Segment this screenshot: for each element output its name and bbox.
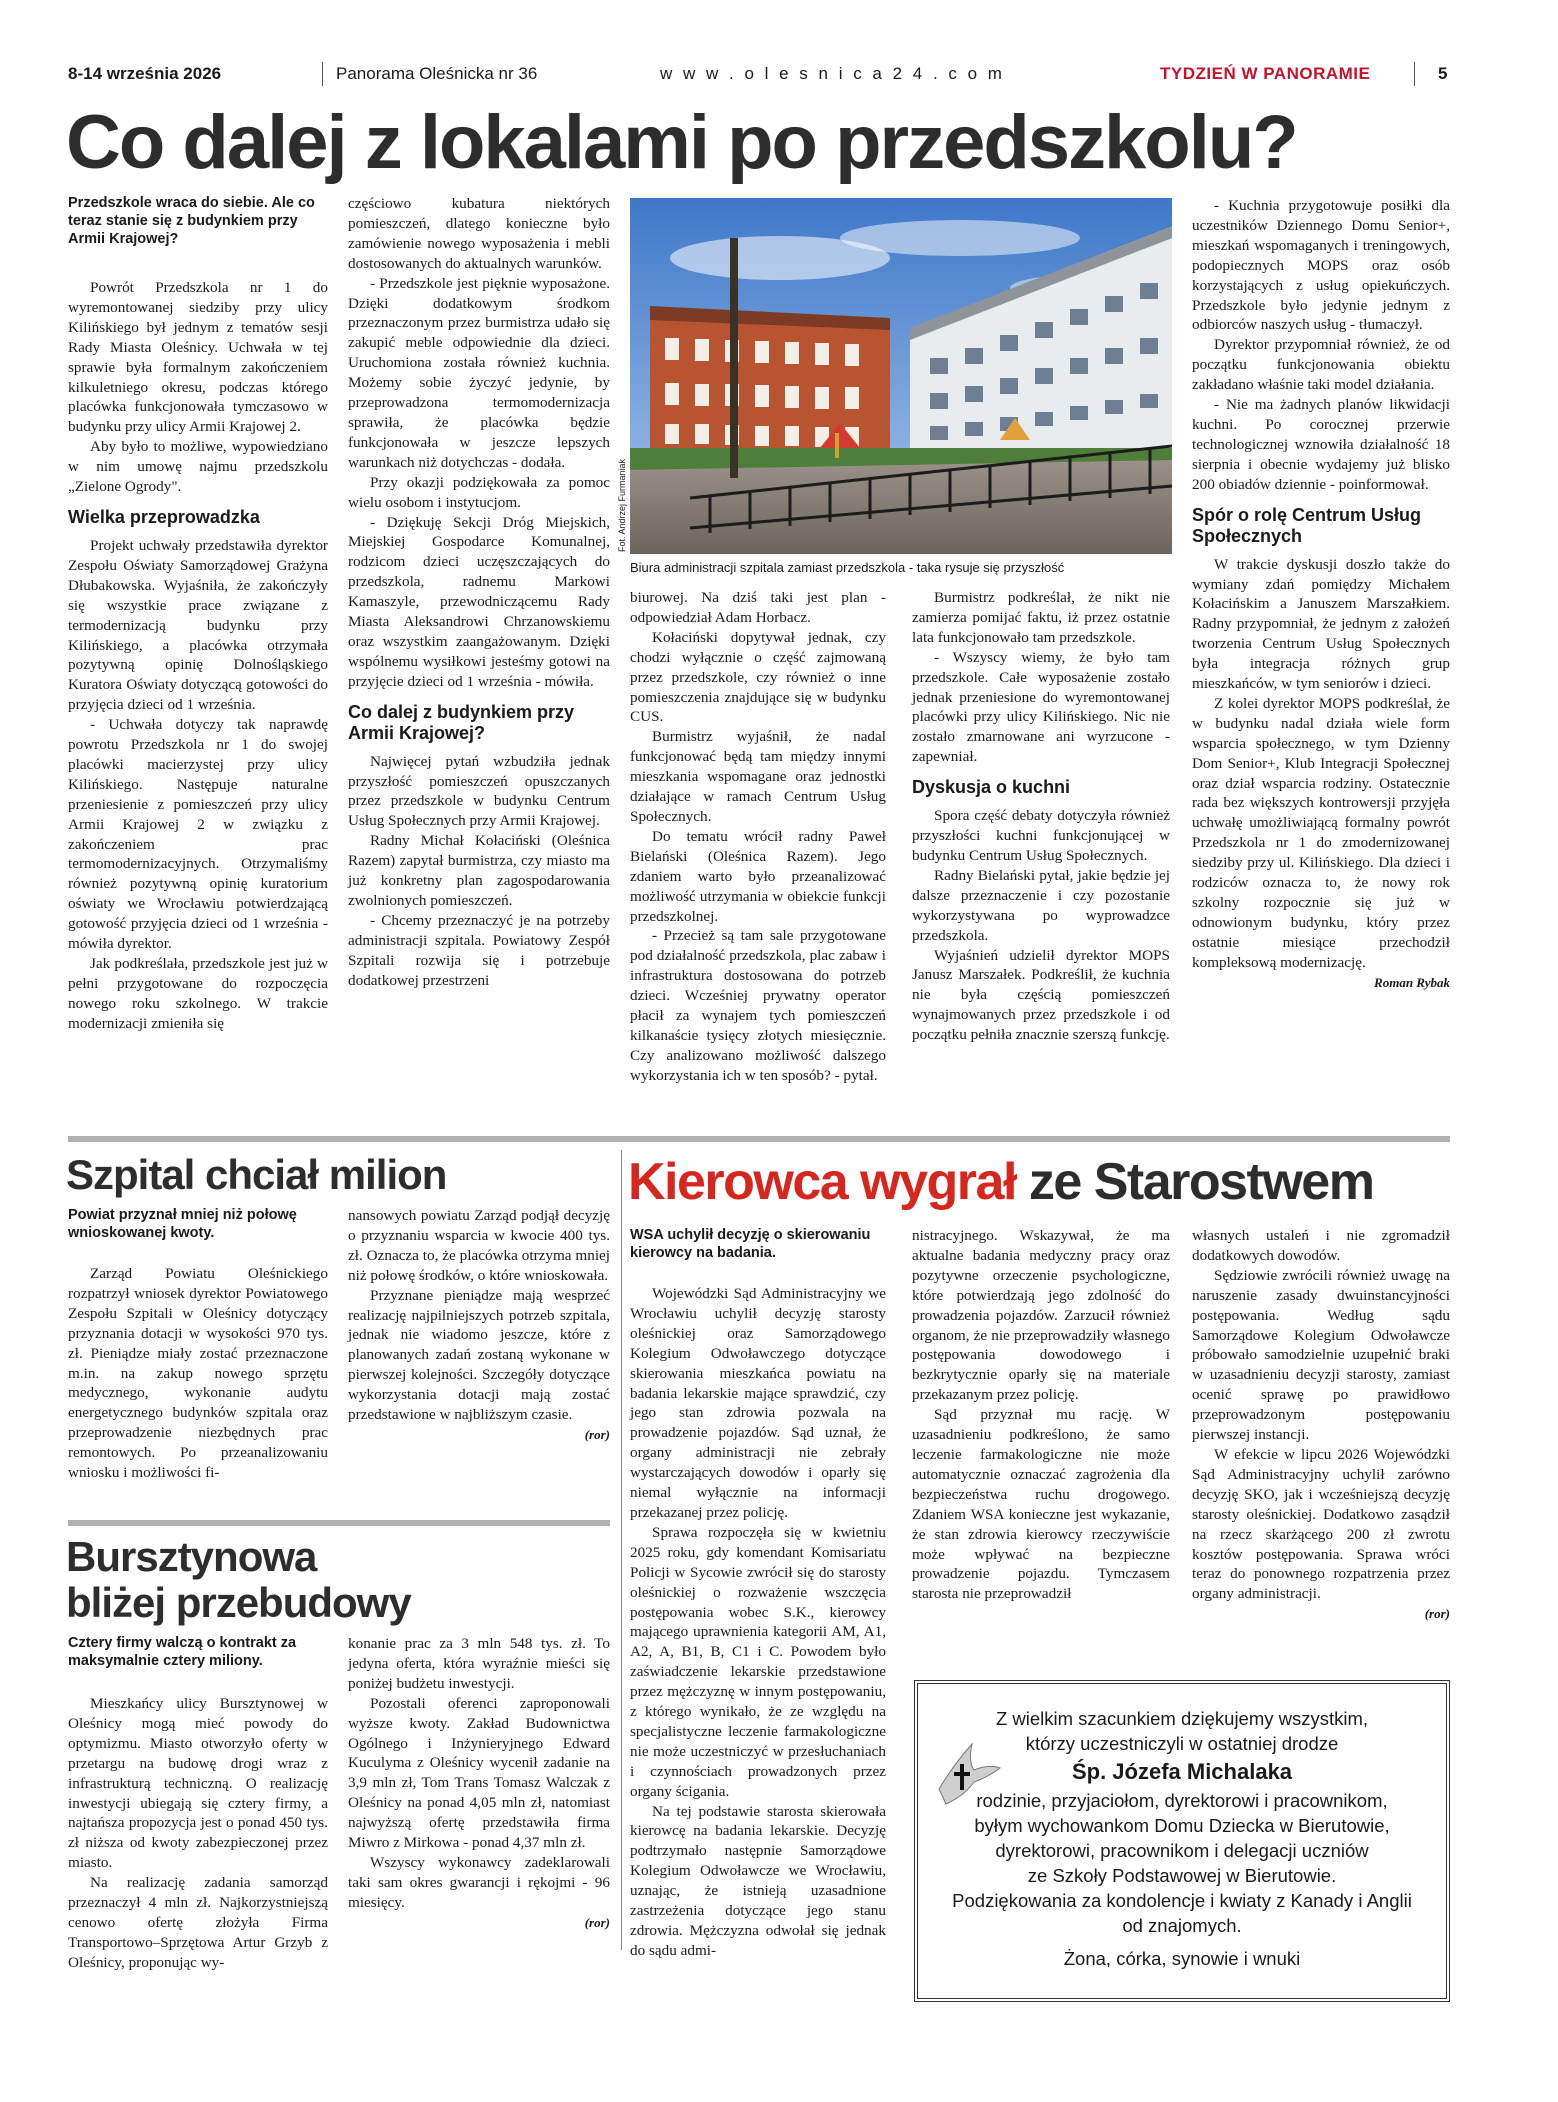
paragraph: biurowej. Na dziś taki jest plan - odpowiedział Adam Horbacz.: [630, 589, 886, 626]
paragraph: Na realizację zadania samorząd przeznaczył 4 mln zł. Najkorzystniejszą cenowo ofertę złożyła Firma Transportowo–Sprzętowa Artur Grzyb z Oleśnicy, proponując wy-: [68, 1874, 328, 1971]
paragraph: Powrót Przedszkola nr 1 do wyremontowanej siedziby przy ulicy Kilińskiego był jednym z tematów sesji Rady Miasta Oleśnicy. Uchwała w tej sprawie była formalnym zakończeniem kilkuletniego okresu, podczas którego placówka funkcjonowała tymczasowo w budynku przy ulicy Armii Krajowej 2.: [68, 279, 328, 436]
paragraph: Spora część debaty dotyczyła również przyszłości kuchni funkcjonującej w budynku Centrum Usług Społecznych.: [912, 807, 1170, 864]
notice-line: którzy uczestniczyli w ostatniej drodze: [1025, 1733, 1339, 1754]
article2-column-2: [348, 1206, 610, 1445]
article-signature: (ror): [1424, 1606, 1450, 1622]
paragraph: - Wszyscy wiemy, że było tam przedszkole. Całe wyposażenie zostało jednak przeniesione do wyremontowanej placówki przy ulicy Kilińskiego. Nic nie zostało zmarnowane ani wyrzucone - zapewniał.: [912, 648, 1170, 766]
notice-signoff: Żona, córka, synowie i wnuki: [1063, 1948, 1301, 1969]
article3-headline: [66, 1534, 411, 1626]
headline-line: Bursztynowa: [66, 1533, 317, 1580]
article1-column-5: [1192, 196, 1450, 993]
notice-line: byłym wychowankom Domu Dziecka w Bierutowie,: [974, 1815, 1390, 1836]
paragraph: - Dziękuję Sekcji Dróg Miejskich, Miejskiej Gospodarce Komunalnej, rodzicom dzieci uczęszczających do przedszkola, radnemu Markowi Kamaszyle, przewodniczącemu Rady Miasta Aleksandrowi Chrzanowskiemu oraz wszystkim zaangażowanym. Dzięki wspólnemu wysiłkowi jesteśmy gotowi na przyjęcie dzieci od 1 września - mówiła.: [348, 513, 610, 690]
paragraph: - Przecież są tam sale przygotowane pod działalność przedszkola, plac zabaw i infrastruktura dostosowana do potrzeb dzieci. Wcześniej prywatny operator płacił za wynajem tych pomieszczeń kilkanaście tysięcy złotych miesięcznie. Czy analizowano możliwość dalszego wykorzystania ich w ten sposób? - pytał.: [630, 927, 886, 1084]
deceased-name: Śp. Józefa Michalaka: [1071, 1759, 1293, 1784]
paragraph: Wojewódzki Sąd Administracyjny we Wrocławiu uchylił decyzję starosty oleśnickiej oraz Samorządowego Kolegium Odwoławczego dotyczące skierowania mieszkańca powiatu na badania lekarskie mające sprawdzić, czy jego stan zdrowia pozwala na prowadzenie pojazdów. Sąd uznał, że organy administracji nie zebrały wystarczających dowodów i oparły się niemal wyłącznie na informacji przekazanej przez policję.: [630, 1285, 886, 1521]
paragraph: Wyjaśnień udzielił dyrektor MOPS Janusz Marszałek. Podkreślił, że kuchnia nie była częścią pomieszczeń wynajmowanych przez przedszkole i od początku pełniła znacznie szerszą funkcję.: [912, 946, 1170, 1044]
paragraph: nistracyjnego. Wskazywał, że ma aktualne badania medyczny pracy oraz pozytywne orzeczenie psychologiczne, które potwierdzają jego zdolność do prowadzenia pojazdów. Zarzucił również organom, że nie przeprowadziły własnego postępowania dowodowego i bezkrytycznie oparły się na materiale przekazanym przez policję.: [912, 1227, 1170, 1404]
issue-number: Panorama Oleśnicka nr 36: [336, 64, 538, 83]
paragraph: Przyznane pieniądze mają wesprzeć realizację najpilniejszych potrzeb szpitala, jednak nie wiadomo jeszcze, które z planowanych zadań zostaną wykonane w pierwszej kolejności. Szczegóły dotyczące wykorzystania dotacji mają zostać przedstawione w najbliższym czasie.: [348, 1286, 610, 1424]
paragraph: Projekt uchwały przedstawiła dyrektor Zespołu Oświaty Samorządowej Grażyna Dłubakowska. Wyjaśniła, że zakończyły się wszystkie prace związane z termodernizacją budynku przy Kilińskiego, a placówka otrzymała pozytywną opinię Dolnośląskiego Kuratora Oświaty dotyczącą gotowości do przyjęcia dzieci od 1 września.: [68, 536, 328, 714]
article4-column-1: [630, 1284, 886, 1961]
notice-line: Podziękowania za kondolencje i kwiaty z Kanady i Anglii: [952, 1890, 1412, 1911]
article4-column-2: [912, 1226, 1170, 1604]
article3-lead: Cztery firmy walczą o kontrakt za maksymalnie cztery miliony.: [68, 1635, 297, 1669]
notice-line: ze Szkoły Podstawowej w Bierutowie.: [1027, 1865, 1337, 1886]
subheading: Dyskusja o kuchni: [912, 777, 1071, 798]
paragraph: Z kolei dyrektor MOPS podkreślał, że w budynku nadal działa wiele form wsparcia społecznego, w tym Dzienny Dom Senior+, Klub Integracji Społecznej oraz dział wsparcia rodziny. Ostatecznie rada bez większych kontrowersji przyjęła uchwałę umożliwiającą formalny powrót Przedszkola nr 1 do zmodernizowanej siedziby przy ul. Kilińskiego. Dla dzieci i rodziców oznacza to, że nowy rok szkolny rozpocznie się już w odnowionym budynku, który przez ostatnie miesiące przechodził kompleksową modernizację.: [1192, 694, 1450, 971]
paragraph: Dyrektor przypomniał również, że od początku funkcjonowania obiektu zakładano właśnie taki model działania.: [1192, 336, 1450, 394]
paragraph: Radny Michał Kołaciński (Oleśnica Razem) zapytał burmistrza, czy miasto ma już konkretny plan zagospodarowania zwolnionych pomieszczeń.: [348, 832, 610, 909]
paragraph: Sędziowie zwrócili również uwagę na naruszenie zasady dwuinstancyjności postępowania. Według sądu Samorządowe Kolegium Odwoławcze próbowało samodzielnie uzupełnić braki w uzasadnieniu decyzji starosty, zamiast ocenić sprawę po prawidłowo przeprowadzonym postępowaniu pierwszej instancji.: [1192, 1266, 1450, 1444]
paragraph: Burmistrz podkreślał, że nikt nie zamierza pomijać faktu, iż przez ostatnie lata funkcjonowało tam przedszkole.: [912, 589, 1170, 646]
article1-column-2: [348, 194, 610, 991]
header-divider: [1414, 62, 1415, 86]
article1-photo: [630, 198, 1172, 554]
notice-line: od znajomych.: [1122, 1915, 1242, 1936]
header-divider: [322, 62, 323, 86]
subheading: Wielka przeprowadzka: [68, 506, 260, 527]
notice-line: Z wielkim szacunkiem dziękujemy wszystkim,: [995, 1708, 1369, 1729]
column-divider: [621, 1150, 622, 1950]
paragraph: własnych ustaleń i nie zgromadził dodatkowych dowodów.: [1192, 1227, 1450, 1264]
paragraph: Jak podkreślała, przedszkole jest już w pełni przygotowane do rozpoczęcia nowego roku szkolnego. W trakcie modernizacji zmieniła się: [68, 955, 328, 1032]
paragraph: Wszyscy wykonawcy zadeklarowali taki sam okres gwarancji i rękojmi - 96 miesięcy.: [348, 1853, 610, 1911]
paragraph: Sprawa rozpoczęła się w kwietniu 2025 roku, gdy komendant Komisariatu Policji w Sycowie zwrócił się do starosty oleśnickiej o rozważenie wszczęcia postępowania wobec S.K., kierowcy mającego uprawnienia kategorii AM, A1, A2, A, B1, B, C1 i C. Powodem było zaświadczenie lekarskie przedstawione przez mężczyznę w innym postępowaniu, z którego wynikało, że ze względu na specjalistyczne leczenie farmakologiczne nie może uczestniczyć w przesłuchaniach i czynnościach prowadzonych przez organy ścigania.: [630, 1523, 886, 1800]
page-header: [68, 62, 1450, 88]
paragraph: - Nie ma żadnych planów likwidacji kuchni. Po corocznej przerwie technologicznej wznowiła działalność 18 sierpnia i obecnie wydajemy już blisko 200 obiadów dziennie - poinformował.: [1192, 396, 1450, 493]
article-signature: Roman Rybak: [1374, 974, 1450, 990]
section-divider: [68, 1136, 1450, 1142]
paragraph: częściowo kubatura niektórych pomieszczeń, dlatego konieczne było zamówienie nowego wyposażenia i mebli dostosowanych do aktualnych warunków.: [348, 195, 610, 272]
article4-lead: WSA uchylił decyzję o skierowaniu kierowcy na badania.: [630, 1227, 871, 1261]
paragraph: Burmistrz wyjaśnił, że nadal funkcjonować będą tam między innymi mieszkania wspomagane oraz jednostki działające w ramach Centrum Usług Społecznych.: [630, 728, 886, 825]
headline-line: bliżej przebudowy: [66, 1579, 411, 1626]
paragraph: W trakcie dyskusji doszło także do wymiany zdań pomiędzy Michałem Kołacińskim a Januszem Marszałkiem. Radny przypomniał, że jednym z założeń tworzenia Centrum Usług Społecznych była integracja różnych grup mieszkańców, w tym seniorów i dzieci.: [1192, 555, 1450, 693]
article-signature: (ror): [584, 1914, 610, 1930]
photo-caption: Biura administracji szpitala zamiast przedszkola - taka rysuje się przyszłość: [630, 560, 1065, 575]
subheading: Co dalej z budynkiem przy Armii Krajowej?: [348, 701, 575, 743]
notice-line: rodzinie, przyjaciołom, dyrektorowi i pracownikom,: [976, 1790, 1388, 1811]
page-number: 5: [1438, 64, 1448, 83]
paragraph: Najwięcej pytań wzbudziła jednak przyszłość pomieszczeń opuszczanych przez przedszkole w budynku Centrum Usług Społecznych przy Armii Krajowej.: [348, 752, 610, 830]
building-photo-illustration: [630, 198, 1172, 554]
obituary-thank-you-notice: [914, 1680, 1450, 2002]
section-divider: [68, 1520, 610, 1526]
issue-date: 8-14 września 2026: [68, 64, 222, 83]
photo-credit: Fot. Andrzej Furmaniak: [617, 458, 627, 552]
article1-column-3: [630, 588, 886, 1086]
headline-rest: ze Starostwem: [1015, 1153, 1374, 1211]
paragraph: - Uchwała dotyczy tak naprawdę powrotu Przedszkola nr 1 do swojej placówki macierzystej przy ulicy Kilińskiego. Następuje naturalne przeniesienie z pomieszczeń przy ulicy Armii Krajowej 2 w związku z zakończeniem prac termomodernizacyjnych. Otrzymaliśmy również pozytywną opinię kuratorium oświaty we Wrocławiu potwierdzającą gotowość przyjęcia dzieci od 1 września - mówiła dyrektor.: [68, 716, 328, 953]
paragraph: - Przedszkole jest pięknie wyposażone. Dzięki dodatkowym środkom przeznaczonym przez burmistrza udało się zakupić meble odpowiednie dla dzieci. Uruchomiona została również kuchnia. Możemy sobie życzyć jedynie, by przeprowadzona termomodernizacja sprawiła, że placówka będzie funkcjonowała w jeszcze lepszych warunkach niż dotychczas - dodała.: [348, 274, 610, 471]
paragraph: Mieszkańcy ulicy Bursztynowej w Oleśnicy mogą mieć powody do optymizmu. Miasto otworzyło oferty w przetargu na budowę drogi wraz z infrastrukturą techniczną. O realizację inwestycji ubiegają się cztery firmy, a najtańsza propozycja jest o ponad 450 tys. zł niższa od kwoty zabezpieczonej przez miasto.: [68, 1695, 328, 1872]
paragraph: konanie prac za 3 mln 548 tys. zł. To jedyna oferta, która wyraźnie mieści się poniżej budżetu inwestycji.: [348, 1635, 610, 1692]
paragraph: Do tematu wrócił radny Paweł Bielański (Oleśnica Razem). Jego zdaniem warto było przeanalizować możliwość utrzymania w obiekcie funkcji przedszkolnej.: [630, 827, 886, 925]
paragraph: - Kuchnia przygotowuje posiłki dla uczestników Dziennego Domu Senior+, mieszkań wspomaganych i treningowych, podopiecznych MOPS oraz osób korzystających z usług opiekuńczych. Przedszkole było jedynie jednym z odbiorców naszych usług - tłumaczył.: [1192, 197, 1450, 334]
paragraph: Sąd przyznał mu rację. W uzasadnieniu podkreślono, że samo leczenie farmakologiczne nie może automatycznie oznaczać zagrożenia dla bezpieczeństwa ruchu drogowego. Zdaniem WSA konieczne jest wykazanie, że stan zdrowia kierowcy rzeczywiście może wpływać na bezpieczne prowadzenie pojazdu. Tymczasem starosta nie przeprowadził: [912, 1406, 1170, 1603]
notice-line: dyrektorowi, pracownikom i delegacji uczniów: [995, 1840, 1369, 1861]
article2-column-1: [68, 1264, 328, 1483]
section-title: TYDZIEŃ W PANORAMIE: [1160, 64, 1371, 83]
paragraph: nansowych powiatu Zarząd podjął decyzję o przyznaniu wsparcia w kwocie 400 tys. zł. Oznacza to, że placówka otrzyma mniej niż połowę środków, o które wnioskowała.: [348, 1207, 610, 1284]
article3-column-1: [68, 1694, 328, 1973]
article2-headline: Szpital chciał milion: [66, 1151, 447, 1198]
article3-column-2: [348, 1634, 610, 1933]
article-signature: (ror): [584, 1426, 610, 1442]
paragraph: Kołaciński dopytywał jednak, czy chodzi wyłącznie o część zajmowaną przez przedszkole, czy również o inne pomieszczenia znajdujące się w budynku CUS.: [630, 628, 886, 726]
paragraph: Pozostali oferenci zaproponowali wyższe kwoty. Zakład Budownictwa Ogólnego i Inżynieryjnego Edward Kuculyma z Oleśnicy wycenił zadanie na 3,9 mln zł, Tom Trans Tomasz Walczak z Oleśnicy na ponad 4,05 mln zł, natomiast najwyższą ofertę przedstawiła firma Miwro z Mirkowa - ponad 4,37 mln zł.: [348, 1694, 610, 1852]
dove-cross-icon: [934, 1734, 1004, 1814]
paragraph: Aby było to możliwe, wypowiedziano w nim umowę najmu przedszkolu „Zielone Ogrody".: [68, 438, 328, 496]
paragraph: Na tej podstawie starosta skierowała kierowcę na badania lekarskie. Decyzję podtrzymało następnie Samorządowe Kolegium Odwoławcze we Wrocławiu, uznając, że istnieją uzasadnione zastrzeżenia dotyczące jego stanu zdrowia. Mężczyzna odwołał się jednak do sądu admi-: [630, 1802, 886, 1959]
article2-lead: Powiat przyznał mniej niż połowę wnioskowanej kwoty.: [68, 1207, 297, 1241]
article1-lead: Przedszkole wraca do siebie. Ale co teraz stanie się z budynkiem przy Armii Krajowej?: [68, 195, 315, 247]
website-link[interactable]: w w w . o l e s n i c a 2 4 . c o m: [660, 64, 1005, 83]
article4-column-3: [1192, 1226, 1450, 1624]
subheading: Spór o rolę Centrum Usług Społecznych: [1192, 504, 1422, 546]
paragraph: Przy okazji podziękowała za pomoc wielu osobom i instytucjom.: [348, 473, 610, 511]
paragraph: Zarząd Powiatu Oleśnickiego rozpatrzył wniosek dyrektor Powiatowego Zespołu Szpitali w Oleśnicy dotyczący przyznania dotacji w wysokości 970 tys. zł. Pieniądze miały zostać przeznaczone m.in. na zakup nowego sprzętu medycznego, wykonanie audytu energetycznego budynków szpitala oraz przeprowadzenie niezbędnych prac remontowych. Po przeanalizowaniu wniosku i możliwości fi-: [68, 1265, 328, 1482]
article4-headline: [628, 1152, 1373, 1212]
paragraph: - Chcemy przeznaczyć je na potrzeby administracji szpitala. Powiatowy Zespół Szpitali rozwija się i potrzebuje dodatkowej przestrzeni: [348, 911, 610, 989]
article1-column-1: [68, 278, 328, 1034]
article1-headline: Co dalej z lokalami po przedszkolu?: [66, 100, 1297, 185]
paragraph: W efekcie w lipcu 2026 Wojewódzki Sąd Administracyjny uchylił zarówno decyzję SKO, jak i wcześniejszą decyzję starosty oleśnickiej. Dodatkowo zasądził na rzecz skarżącego 200 zł zwrotu kosztów postępowania. Sprawa wróci teraz do ponownego rozpatrzenia przez organy administracji.: [1192, 1445, 1450, 1603]
article1-column-4: [912, 588, 1170, 1045]
headline-red-part: Kierowca wygrał: [628, 1153, 1016, 1211]
paragraph: Radny Bielański pytał, jakie będzie jej dalsze przeznaczenie i czy pozostanie wykorzystywana po wyprowadzce przedszkola.: [912, 866, 1170, 944]
